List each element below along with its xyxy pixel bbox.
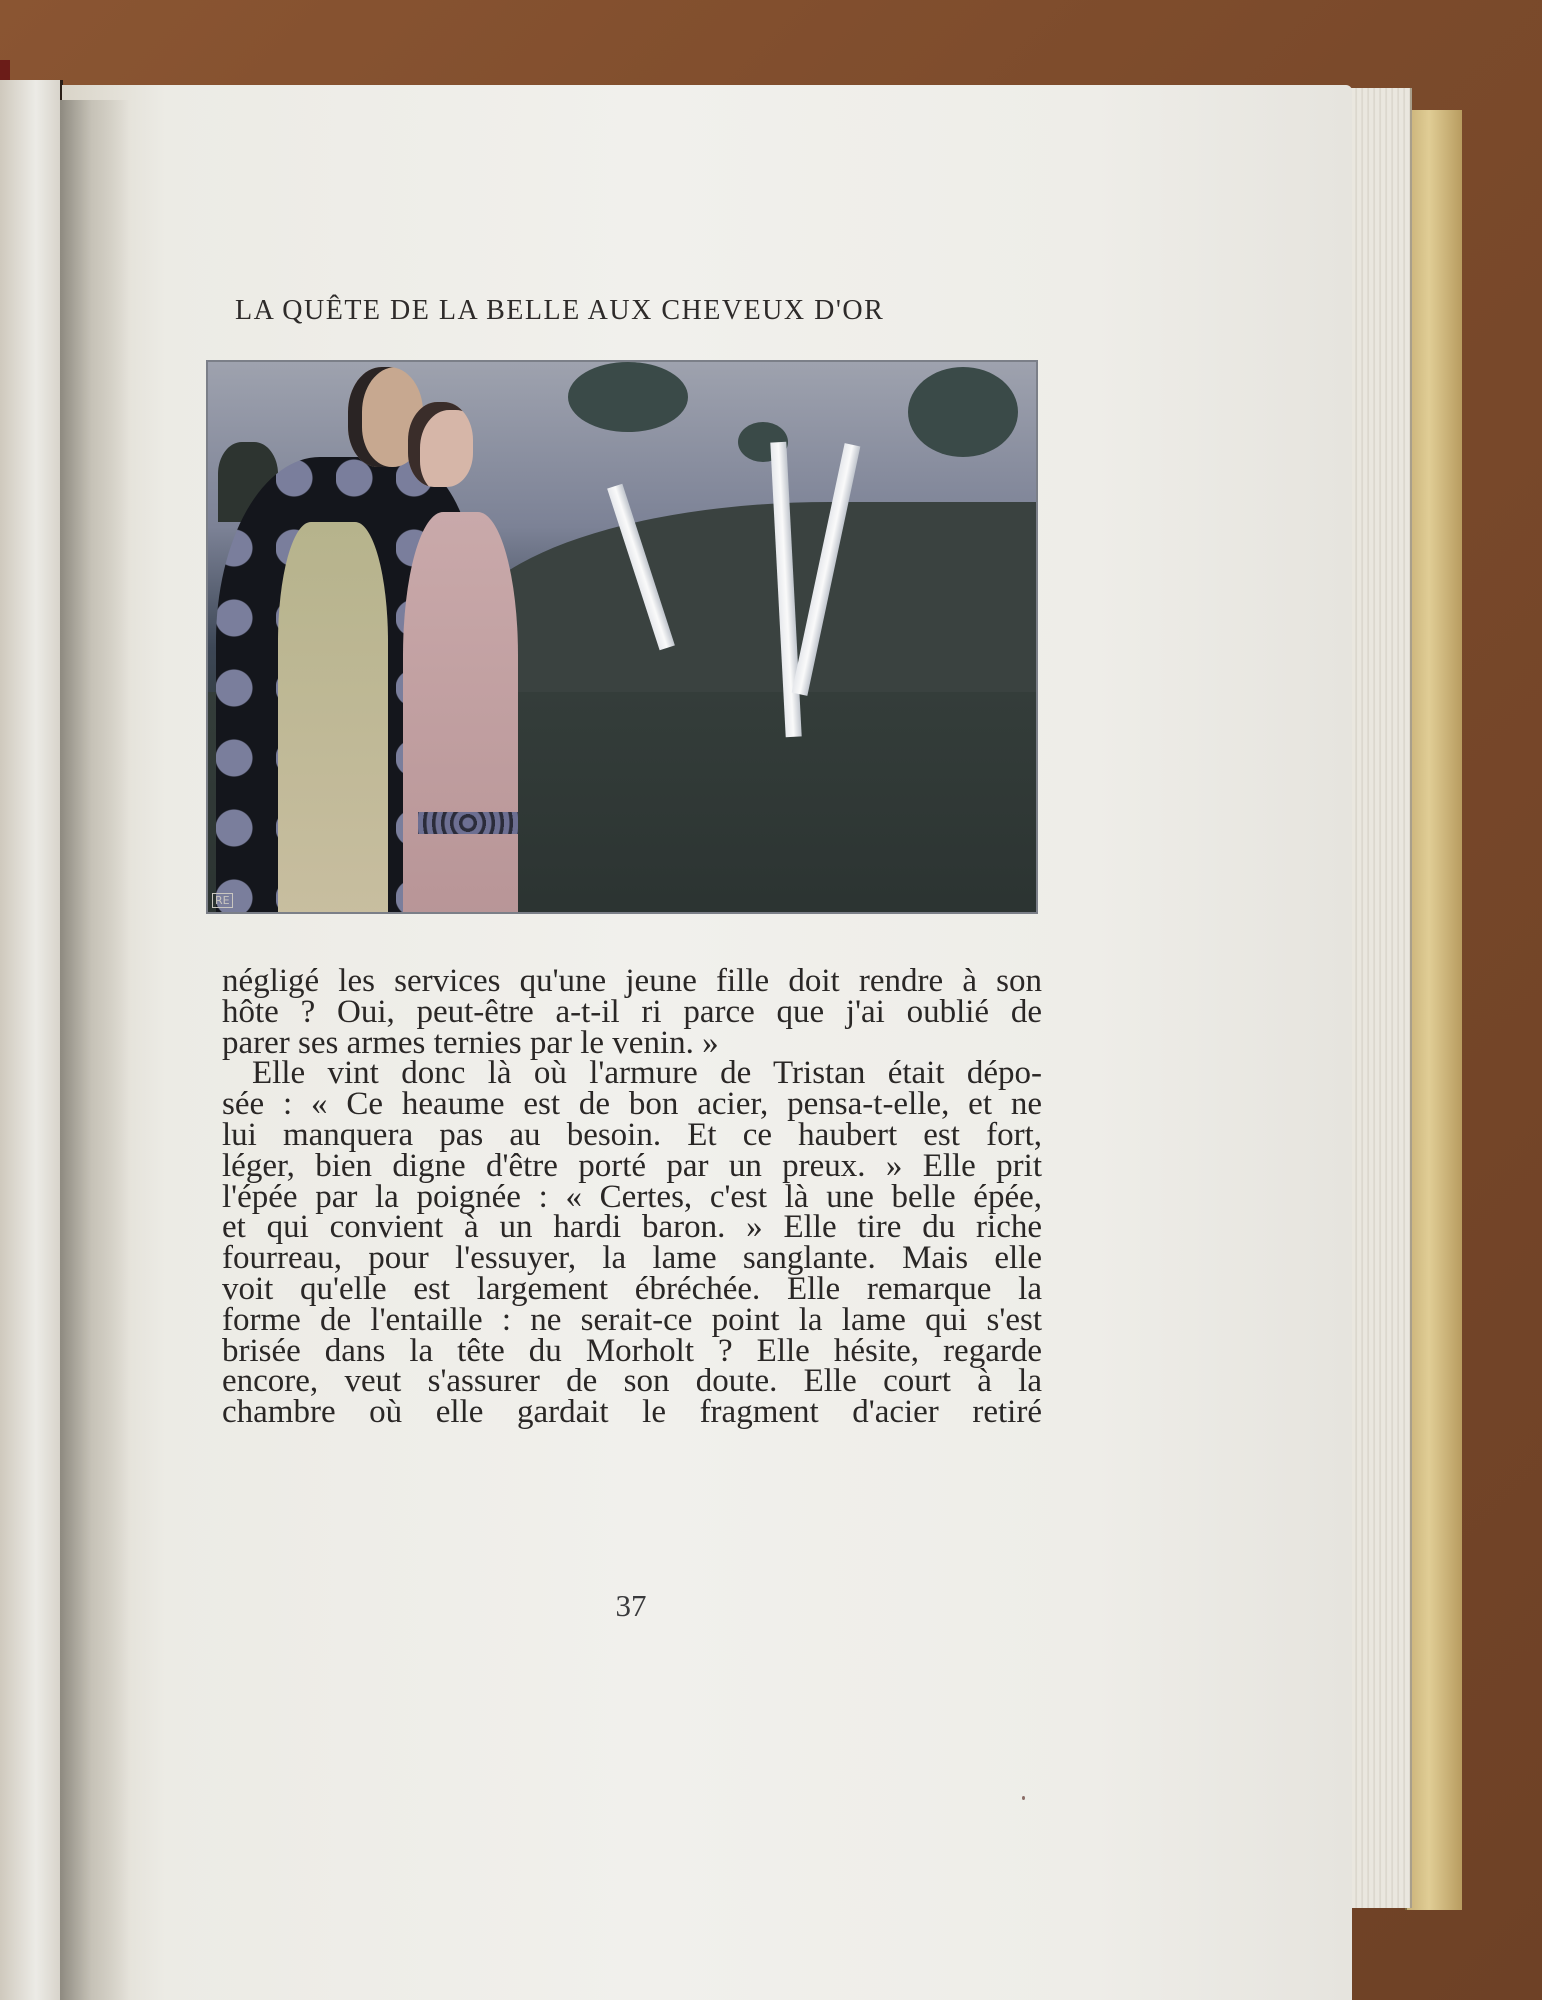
body-text bbox=[222, 963, 1042, 1431]
text-line: Elle vint donc là où l'armure de Tristan était dépo- bbox=[252, 1055, 1042, 1092]
text-line: lui manquera pas au besoin. Et ce haubert est fort, bbox=[222, 1116, 1042, 1153]
text-line: négligé les services qu'une jeune fille doit rendre à son bbox=[222, 963, 1042, 999]
text-line: et qui convient à un hardi baron. » Elle tire du riche bbox=[222, 1209, 1042, 1246]
back-cover-edge bbox=[1405, 110, 1462, 1910]
woman-robe-green bbox=[278, 522, 388, 914]
text-line: parer ses armes ternies par le venin. » bbox=[222, 1024, 719, 1061]
tree-crown bbox=[568, 362, 688, 432]
woman-head-right bbox=[408, 402, 473, 487]
gutter-shadow bbox=[60, 100, 130, 2000]
text-line: chambre où elle gardait le fragment d'acier retiré bbox=[222, 1394, 1042, 1431]
paper-speck bbox=[1022, 1796, 1025, 1800]
text-line: fourreau, pour l'essuyer, la lame sanglante. Mais elle bbox=[222, 1240, 1042, 1277]
embroidered-hem bbox=[418, 812, 518, 834]
page-number: 37 bbox=[615, 1588, 647, 1623]
text-line: forme de l'entaille : ne serait-ce point la lame qui s'est bbox=[222, 1301, 1042, 1338]
illustration-plate bbox=[206, 360, 1038, 914]
running-head: LA QUÊTE DE LA BELLE AUX CHEVEUX D'OR bbox=[235, 295, 885, 326]
tree-crown bbox=[908, 367, 1018, 457]
left-page bbox=[0, 80, 63, 2000]
text-line: brisée dans la tête du Morholt ? Elle hésite, regarde bbox=[222, 1332, 1042, 1369]
text-line: encore, veut s'assurer de son doute. Elle court à la bbox=[222, 1363, 1042, 1400]
text-line: sée : « Ce heaume est de bon acier, pensa-t-elle, et ne bbox=[222, 1086, 1042, 1123]
text-line: l'épée par la poignée : « Certes, c'est là une belle épée, bbox=[222, 1178, 1042, 1215]
text-line: voit qu'elle est largement ébréchée. Elle remarque la bbox=[222, 1270, 1042, 1307]
woman-robe-pink bbox=[403, 512, 518, 914]
text-line: hôte ? Oui, peut-être a-t-il ri parce que j'ai oublié de bbox=[222, 993, 1042, 1030]
text-line: léger, bien digne d'être porté par un preux. » Elle prit bbox=[222, 1147, 1042, 1184]
artist-monogram: RE bbox=[212, 893, 233, 908]
